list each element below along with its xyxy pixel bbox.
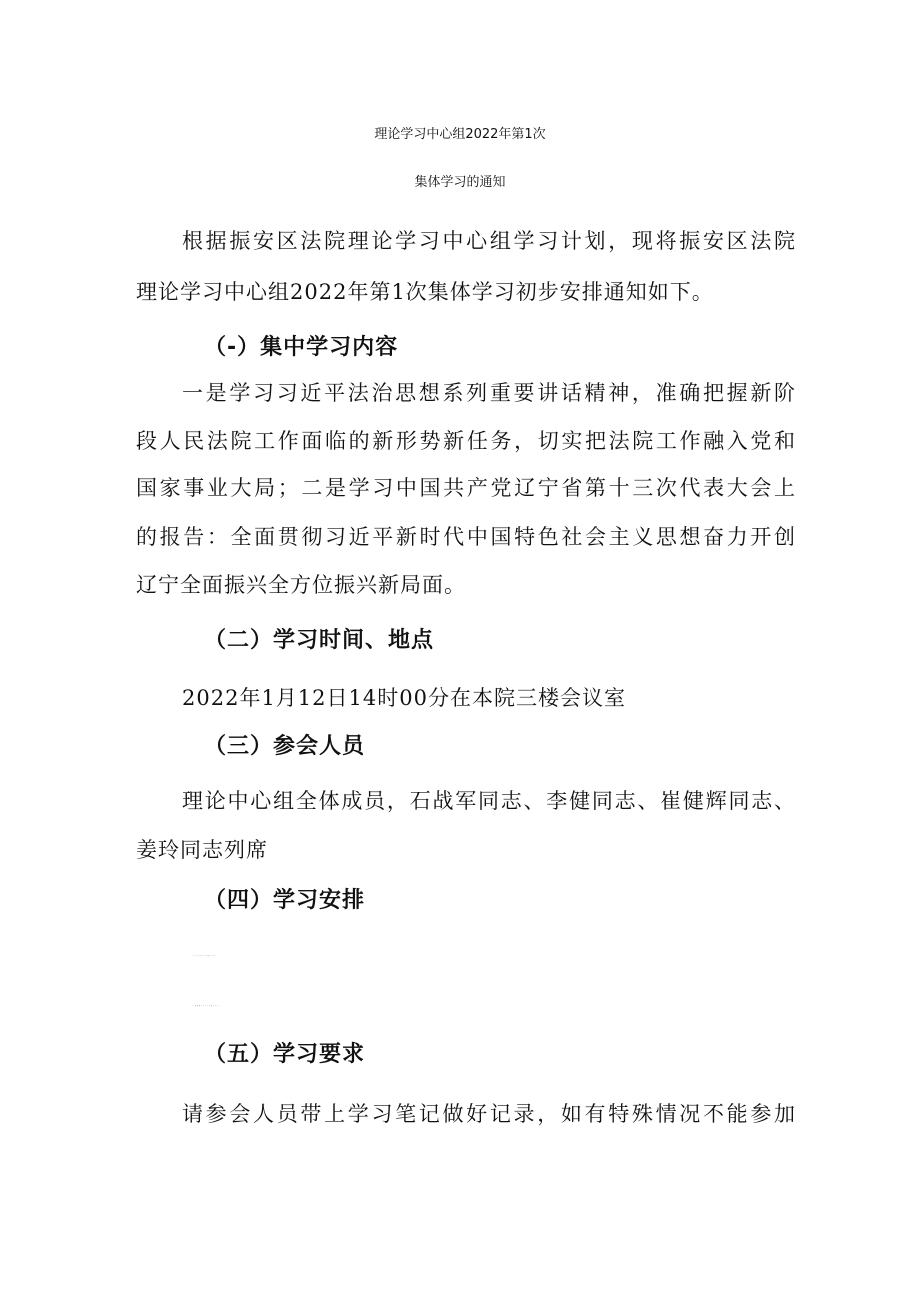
section-heading-content: （-）集中学习内容 [204,335,399,360]
content-line-3: 国家事业大局；二是学习中国共产党辽宁省第十三次代表大会上 [136,476,796,500]
section-heading-time-place: （二）学习时间、地点 [204,628,435,653]
intro-line-2: 理论学习中心组2022年第1次集体学习初步安排通知如下。 [136,280,714,304]
arrangement-item-2: 2.按照集中学习内容进行学习； [192,1006,221,1007]
arrangement-item-1: L学习会议由宁伟院长主持； [192,956,218,957]
section-heading-arrangement: （四）学习安排 [204,888,366,913]
content-line-2: 段人民法院工作面临的新形势新任务，切实把法院工作融入党和 [136,429,796,453]
content-line-4: 的报告：全面贯彻习近平新时代中国特色社会主义思想奋力开创 [136,525,796,549]
attendees-line-2: 姜玲同志列席 [136,838,268,862]
document-title-line-1: 理论学习中心组2022年第1次 [374,127,546,142]
document-title-line-2: 集体学习的通知 [414,175,506,190]
intro-line-1: 根据振安区法院理论学习中心组学习计划，现将振安区法院 [182,229,796,253]
section-heading-attendees: （三）参会人员 [204,734,366,759]
content-line-5: 辽宁全面振兴全方位振兴新局面。 [136,573,466,597]
section-heading-requirements: （五）学习要求 [204,1042,366,1067]
requirements-line-1: 请参会人员带上学习笔记做好记录，如有特殊情况不能参加 [182,1102,796,1126]
time-place-line: 2022年1月12日14时00分在本院三楼会议室 [182,686,626,710]
attendees-line-1: 理论中心组全体成员，石战军同志、李健同志、崔健辉同志、 [182,789,796,813]
content-line-1: 一是学习习近平法治思想系列重要讲话精神，准确把握新阶 [182,381,796,405]
